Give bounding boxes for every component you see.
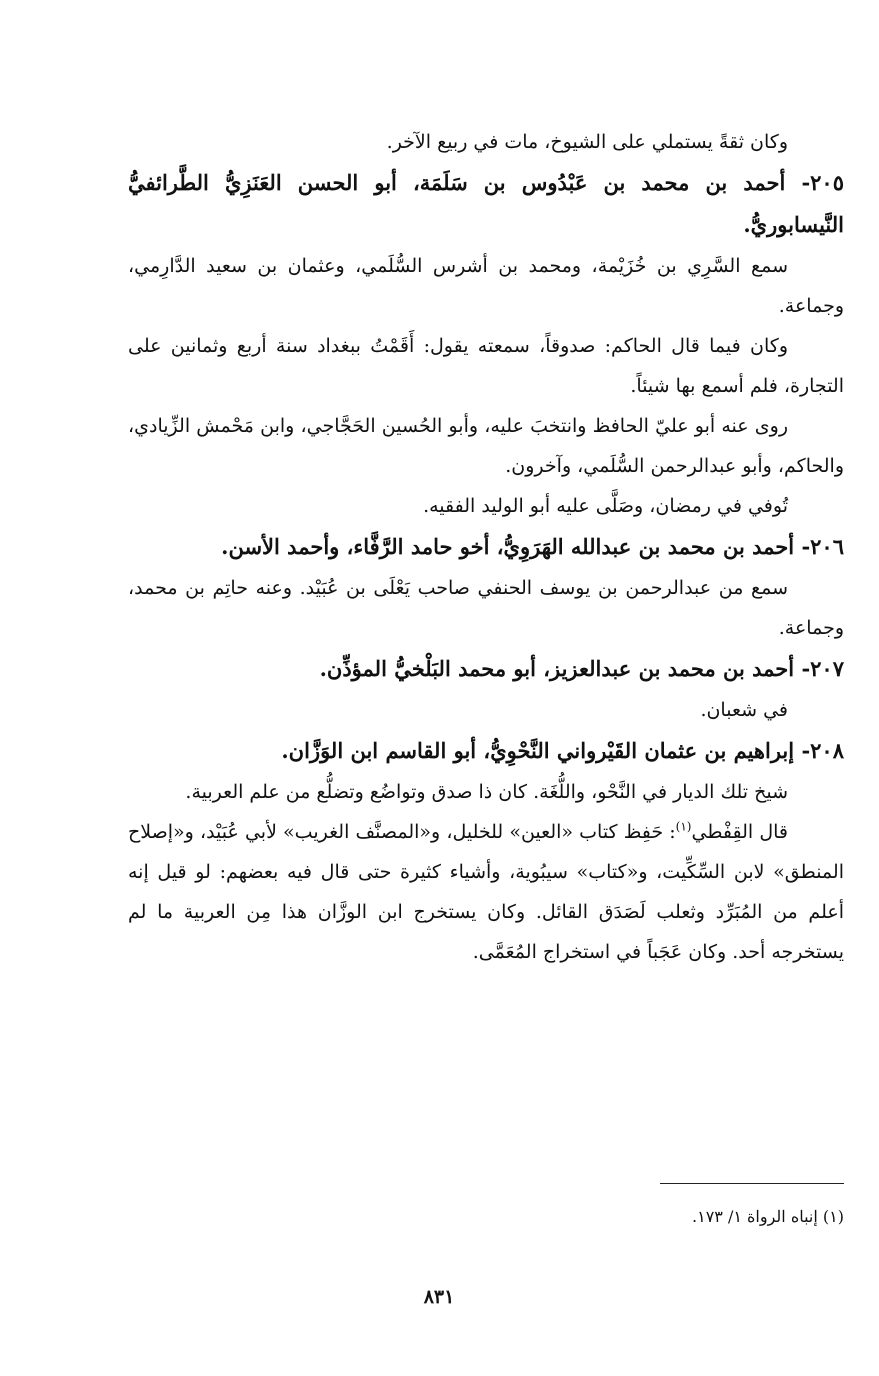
entry-206 [128,526,844,568]
footnote-marker: (١) [822,1207,844,1226]
entry-207 [128,648,844,690]
paragraph-4: روى عنه أبو عليّ الحافظ وانتخبَ عليه، وأبو الحُسين الحَجَّاجي، وابن مَحْمش الزِّيادي، والحاكم، وأبو عبدالرحمن السُّلَمي، وآخرون. [128,415,844,477]
entry-208 [128,730,844,772]
footnote-text: إنباه الرواة ١/ ١٧٣. [692,1207,818,1226]
footnote-separator [660,1183,844,1184]
paragraph-9-rest: : حَفِظ كتاب «العين» للخليل، و«المصنَّف الغريب» لأبي عُبَيْد، و«إصلاح المنطق» لابن السِّكِّيت، و«كتاب» سيبُوية، وأشياء كثيرة حتى قال فيه بعضهم: لو قيل إنه أعلم من المُبَرِّد وثعلب لَصَدَق القائل. وكان يستخرج ابن الوزَّان هذا مِن العربية ما لم يستخرجه أحد. وكان عَجَباً في استخراج المُعَمَّى. [128,821,844,963]
entry-205-number: ٢٠٥- [801,170,844,195]
paragraph-1: وكان ثقةً يستملي على الشيوخ، مات في ربيع الآخر. [386,131,788,153]
paragraph-7: في شعبان. [700,699,788,721]
entry-208-number: ٢٠٨- [801,738,844,763]
paragraph-5: تُوفي في رمضان، وصَلَّى عليه أبو الوليد الفقيه. [423,495,788,517]
entry-205 [128,162,844,246]
footnote [400,1204,844,1230]
entry-207-heading: أحمد بن محمد بن عبدالعزيز، أبو محمد البَلْخيُّ المؤذِّن. [319,656,795,681]
main-text [128,122,844,972]
entry-205-heading: أحمد بن محمد بن عَبْدُوس بن سَلَمَة، أبو الحسن العَنَزِيُّ الطَّرائفيُّ النَّيسابوريُّ. [128,170,844,237]
footnote-reference[interactable]: (١) [675,819,692,834]
entry-206-heading: أحمد بن محمد بن عبدالله الهَرَوِيُّ، أخو حامد الرَّفَّاء، وأحمد الأسن. [221,534,795,559]
paragraph-9 [128,812,844,972]
paragraph-8: شيخ تلك الديار في النَّحْو، واللُّغَة. كان ذا صدق وتواضُع وتضلُّع من علم العربية. [185,781,788,803]
paragraph-9-start: قال القِفْطي [691,821,788,843]
paragraph-6: سمع من عبدالرحمن بن يوسف الحنفي صاحب يَعْلَى بن عُبَيْد. وعنه حاتِم بن محمد، وجماعة. [128,577,844,639]
paragraph-3: وكان فيما قال الحاكم: صدوقاً، سمعته يقول: أَقَمْتُ ببغداد سنة أربع وثمانين على التجارة، فلم أسمع بها شيئاً. [128,335,844,397]
page-number: ٨٣١ [423,1286,455,1308]
paragraph-2: سمع السَّرِي بن خُزَيْمة، ومحمد بن أشرس السُّلَمي، وعثمان بن سعيد الدَّارِمي، وجماعة. [128,255,844,317]
entry-206-number: ٢٠٦- [801,534,844,559]
entry-208-heading: إبراهيم بن عثمان القَيْرواني النَّحْوِيُّ، أبو القاسم ابن الوَزَّان. [281,738,795,763]
entry-207-number: ٢٠٧- [801,656,844,681]
